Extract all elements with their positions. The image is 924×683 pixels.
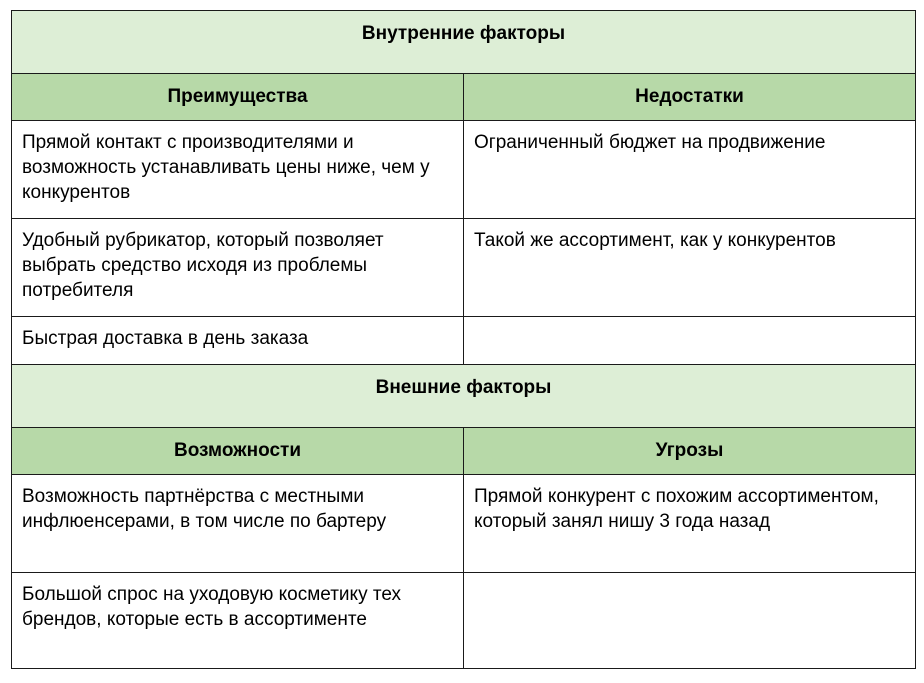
threat-cell: Прямой конкурент с похожим ассортиментом, который занял нишу 3 года назад xyxy=(464,475,916,573)
internal-factors-row xyxy=(12,11,916,74)
swot-table xyxy=(11,10,916,669)
table-row xyxy=(12,475,916,573)
strength-cell: Быстрая доставка в день заказа xyxy=(12,317,464,365)
table-row xyxy=(12,219,916,317)
weaknesses-header: Недостатки xyxy=(464,74,916,121)
external-factors-title: Внешние факторы xyxy=(12,365,916,428)
weakness-cell xyxy=(464,317,916,365)
strength-cell: Прямой контакт с производителями и возможность устанавливать цены ниже, чем у конкурентов xyxy=(12,121,464,219)
threat-cell xyxy=(464,573,916,669)
opportunity-cell: Большой спрос на уходовую косметику тех брендов, которые есть в ассортименте xyxy=(12,573,464,669)
opportunities-header: Возможности xyxy=(12,428,464,475)
table-row xyxy=(12,317,916,365)
table-row xyxy=(12,121,916,219)
table-row xyxy=(12,573,916,669)
opportunity-cell: Возможность партнёрства с местными инфлюенсерами, в том числе по бартеру xyxy=(12,475,464,573)
weakness-cell: Такой же ассортимент, как у конкурентов xyxy=(464,219,916,317)
strength-cell: Удобный рубрикатор, который позволяет выбрать средство исходя из проблемы потребителя xyxy=(12,219,464,317)
internal-factors-title: Внутренние факторы xyxy=(12,11,916,74)
weakness-cell: Ограниченный бюджет на продвижение xyxy=(464,121,916,219)
external-factors-row xyxy=(12,365,916,428)
external-headers-row xyxy=(12,428,916,475)
threats-header: Угрозы xyxy=(464,428,916,475)
internal-headers-row xyxy=(12,74,916,121)
strengths-header: Преимущества xyxy=(12,74,464,121)
